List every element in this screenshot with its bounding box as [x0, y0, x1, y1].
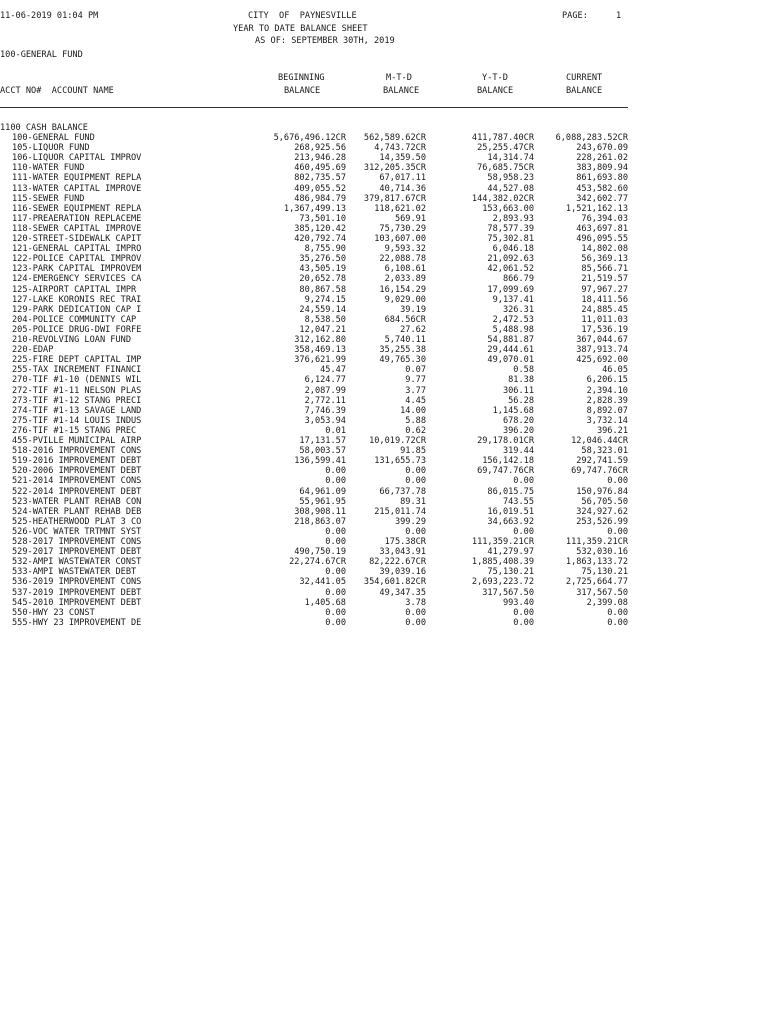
mtd-balance: 14,359.50	[379, 153, 426, 164]
mtd-balance: 103,607.00	[374, 234, 426, 244]
ytd-balance: 78,577.39	[487, 223, 534, 234]
account-name: 205-POLICE DRUG-DWI FORFE	[12, 324, 142, 335]
col-mtd-header: M-T-D	[386, 73, 412, 83]
account-name: 529-2017 IMPROVEMENT DEBT	[12, 547, 142, 558]
account-name: 111-WATER EQUIPMENT REPLA	[12, 173, 142, 184]
mtd-balance: 4.45	[405, 395, 426, 406]
beginning-balance: 2,087.99	[304, 385, 346, 396]
account-name: 273-TIF #1-12 STANG PRECI	[12, 395, 142, 406]
report-datetime: 11-06-2019 01:04 PM	[0, 11, 99, 21]
current-balance: 6,206.15	[586, 375, 628, 386]
beginning-balance: 0.00	[325, 466, 346, 477]
account-name: 276-TIF #1-15 STANG PREC	[12, 425, 137, 436]
beginning-balance: 0.00	[325, 587, 346, 598]
account-name: 528-2017 IMPROVEMENT CONS	[12, 537, 142, 547]
current-balance: 111,359.21CR	[565, 537, 628, 547]
ytd-balance: 14,314.74	[487, 153, 534, 164]
mtd-balance: 5.88	[405, 415, 426, 426]
account-name: 533-AMPI WASTEWATER DEBT	[12, 567, 137, 578]
mtd-balance: 22,088.78	[379, 254, 426, 265]
mtd-balance: 354,601.82CR	[363, 577, 426, 588]
mtd-balance: 9,029.00	[384, 294, 426, 305]
current-balance: 0.00	[607, 526, 628, 537]
city-name: CITY OF PAYNESVILLE	[248, 11, 357, 21]
ytd-balance: 34,663.92	[487, 516, 534, 527]
beginning-balance: 17,131.57	[299, 436, 346, 446]
current-balance: 21,519.57	[581, 274, 628, 285]
beginning-balance: 45.47	[320, 365, 346, 376]
account-name: 106-LIQUOR CAPITAL IMPROV	[12, 153, 142, 164]
account-name: 550-HWY 23 CONST	[12, 607, 95, 618]
mtd-balance: 35,255.38	[379, 345, 426, 356]
mtd-balance: 0.00	[405, 607, 426, 618]
mtd-balance: 66,737.78	[379, 486, 426, 497]
current-balance: 0.00	[607, 617, 628, 628]
beginning-balance: 2,772.11	[304, 395, 346, 406]
mtd-balance: 0.00	[405, 466, 426, 477]
ytd-balance: 111,359.21CR	[471, 537, 534, 547]
current-balance: 0.00	[607, 607, 628, 618]
mtd-balance: 91.85	[400, 446, 426, 457]
table-row	[0, 477, 640, 487]
ytd-balance: 1,885,408.39	[471, 557, 534, 568]
account-name: 526-VOC WATER TRTMNT SYST	[12, 526, 142, 537]
beginning-balance: 1,405.68	[304, 597, 346, 608]
current-balance: 453,582.60	[576, 183, 628, 194]
current-balance: 46.05	[602, 365, 628, 376]
account-name: 520-2006 IMPROVEMENT DEBT	[12, 466, 142, 477]
mtd-balance: 14.00	[400, 405, 426, 416]
mtd-balance: 4,743.72CR	[374, 143, 426, 154]
current-balance: 292,741.59	[576, 456, 628, 467]
current-balance: 69,747.76CR	[571, 466, 628, 477]
current-balance: 0.00	[607, 476, 628, 487]
mtd-balance: 49,765.30	[379, 355, 426, 366]
account-name: 523-WATER PLANT REHAB CON	[12, 496, 142, 507]
ytd-balance: 75,130.21	[487, 567, 534, 578]
ytd-balance: 29,178.01CR	[477, 436, 534, 446]
current-balance: 367,044.67	[576, 335, 628, 345]
ytd-balance: 993.40	[502, 597, 534, 608]
table-row	[0, 275, 640, 285]
beginning-balance: 8,755.90	[304, 244, 346, 255]
ytd-balance: 1,145.68	[492, 405, 534, 416]
report-as-of-date: AS OF: SEPTEMBER 30TH, 2019	[255, 36, 395, 46]
mtd-balance: 2,033.89	[384, 274, 426, 285]
account-name: 100-GENERAL FUND	[12, 133, 95, 143]
mtd-balance: 175.38CR	[384, 537, 426, 547]
ytd-balance: 0.00	[513, 607, 534, 618]
mtd-balance: 215,011.74	[374, 506, 426, 517]
beginning-balance: 409,055.52	[294, 183, 346, 194]
current-balance: 1,863,133.72	[565, 557, 628, 568]
mtd-balance: 49,347.35	[379, 587, 426, 598]
account-name: 123-PARK CAPITAL IMPROVEM	[12, 264, 142, 275]
current-balance: 396.21	[596, 425, 628, 436]
beginning-balance: 420,792.74	[294, 234, 346, 244]
current-balance: 2,399.08	[586, 597, 628, 608]
mtd-balance: 10,019.72CR	[369, 436, 426, 446]
beginning-balance: 12,047.21	[299, 324, 346, 335]
table-row	[0, 387, 640, 397]
beginning-balance: 6,124.77	[304, 375, 346, 386]
ytd-balance: 54,881.87	[487, 335, 534, 345]
beginning-balance: 0.00	[325, 476, 346, 487]
ytd-balance: 6,046.18	[492, 244, 534, 255]
report-title: YEAR TO DATE BALANCE SHEET	[233, 24, 368, 34]
beginning-balance: 308,908.11	[294, 506, 346, 517]
account-name: 519-2016 IMPROVEMENT DEBT	[12, 456, 142, 467]
current-balance: 463,697.81	[576, 223, 628, 234]
page-label: PAGE:	[562, 11, 588, 21]
mtd-balance: 0.07	[405, 365, 426, 376]
account-name: 127-LAKE KORONIS REC TRAI	[12, 294, 142, 305]
col-beginning-subheader: BALANCE	[284, 86, 321, 96]
beginning-balance: 35,276.50	[299, 254, 346, 265]
ytd-balance: 42,061.52	[487, 264, 534, 275]
current-balance: 85,566.71	[581, 264, 628, 275]
current-balance: 17,536.19	[581, 324, 628, 335]
ytd-balance: 2,472.53	[492, 314, 534, 325]
mtd-balance: 3.78	[405, 597, 426, 608]
beginning-balance: 80,867.58	[299, 284, 346, 295]
current-balance: 253,526.99	[576, 516, 628, 527]
beginning-balance: 136,599.41	[294, 456, 346, 467]
mtd-balance: 39.19	[400, 304, 426, 315]
beginning-balance: 3,053.94	[304, 415, 346, 426]
current-balance: 75,130.21	[581, 567, 628, 578]
account-name: 532-AMPI WASTEWATER CONST	[12, 557, 142, 568]
current-balance: 76,394.03	[581, 213, 628, 224]
mtd-balance: 3.77	[405, 385, 426, 396]
beginning-balance: 486,984.79	[294, 193, 346, 204]
account-name: 555-HWY 23 IMPROVEMENT DE	[12, 617, 142, 628]
current-balance: 861,693.80	[576, 173, 628, 184]
beginning-balance: 7,746.39	[304, 405, 346, 416]
beginning-balance: 0.00	[325, 526, 346, 537]
section-title: 1100 CASH BALANCE	[0, 123, 88, 133]
beginning-balance: 213,946.28	[294, 153, 346, 164]
page-number: 1	[616, 11, 622, 21]
ytd-balance: 0.00	[513, 476, 534, 487]
ytd-balance: 44,527.08	[487, 183, 534, 194]
ytd-balance: 21,092.63	[487, 254, 534, 265]
col-ytd-subheader: BALANCE	[477, 86, 514, 96]
ytd-balance: 866.79	[502, 274, 534, 285]
col-mtd-subheader: BALANCE	[383, 86, 420, 96]
current-balance: 342,602.77	[576, 193, 628, 204]
mtd-balance: 27.62	[400, 324, 426, 335]
current-balance: 383,809.94	[576, 163, 628, 174]
ytd-balance: 0.00	[513, 617, 534, 628]
account-name: 115-SEWER FUND	[12, 193, 85, 204]
account-name: 210-REVOLVING LOAN FUND	[12, 335, 131, 345]
ytd-balance: 153,663.00	[482, 203, 534, 214]
beginning-balance: 20,652.78	[299, 274, 346, 285]
beginning-balance: 58,003.57	[299, 446, 346, 457]
col-beginning-header: BEGINNING	[278, 73, 325, 83]
current-balance: 3,732.14	[586, 415, 628, 426]
account-name: 105-LIQUOR FUND	[12, 143, 90, 154]
current-balance: 1,521,162.13	[565, 203, 628, 214]
col-account-header: ACCT NO# ACCOUNT NAME	[0, 86, 114, 96]
current-balance: 14,802.08	[581, 244, 628, 255]
ytd-balance: 317,567.50	[482, 587, 534, 598]
account-name: 124-EMERGENCY SERVICES CA	[12, 274, 142, 285]
beginning-balance: 8,538.50	[304, 314, 346, 325]
account-name: 537-2019 IMPROVEMENT DEBT	[12, 587, 142, 598]
account-name: 225-FIRE DEPT CAPITAL IMP	[12, 355, 142, 366]
table-row	[0, 578, 640, 588]
ytd-balance: 678.20	[502, 415, 534, 426]
mtd-balance: 5,740.11	[384, 335, 426, 345]
beginning-balance: 802,735.57	[294, 173, 346, 184]
account-name: 129-PARK DEDICATION CAP I	[12, 304, 142, 315]
mtd-balance: 9,593.32	[384, 244, 426, 255]
ytd-balance: 743.55	[502, 496, 534, 507]
account-name: 272-TIF #1-11 NELSON PLAS	[12, 385, 142, 396]
account-name: 524-WATER PLANT REHAB DEB	[12, 506, 142, 517]
mtd-balance: 16,154.29	[379, 284, 426, 295]
account-name: 121-GENERAL CAPITAL IMPRO	[12, 244, 142, 255]
current-balance: 56,369.13	[581, 254, 628, 265]
ytd-balance: 56.28	[508, 395, 534, 406]
account-name: 274-TIF #1-13 SAVAGE LAND	[12, 405, 142, 416]
beginning-balance: 32,441.05	[299, 577, 346, 588]
ytd-balance: 9,137.41	[492, 294, 534, 305]
current-balance: 387,913.74	[576, 345, 628, 356]
current-balance: 56,705.50	[581, 496, 628, 507]
ytd-balance: 49,070.01	[487, 355, 534, 366]
mtd-balance: 33,043.91	[379, 547, 426, 558]
ytd-balance: 319.44	[502, 446, 534, 457]
account-name: 110-WATER FUND	[12, 163, 85, 174]
col-current-header: CURRENT	[566, 73, 603, 83]
current-balance: 243,670.09	[576, 143, 628, 154]
current-balance: 2,725,664.77	[565, 577, 628, 588]
beginning-balance: 24,559.14	[299, 304, 346, 315]
account-name: 270-TIF #1-10 (DENNIS WIL	[12, 375, 142, 386]
account-name: 122-POLICE CAPITAL IMPROV	[12, 254, 142, 265]
account-name: 125-AIRPORT CAPITAL IMPR	[12, 284, 137, 295]
current-balance: 150,976.84	[576, 486, 628, 497]
beginning-balance: 268,925.56	[294, 143, 346, 154]
account-name: 120-STREET-SIDEWALK CAPIT	[12, 234, 142, 244]
beginning-balance: 0.00	[325, 617, 346, 628]
account-name: 275-TIF #1-14 LOUIS INDUS	[12, 415, 142, 426]
mtd-balance: 75,730.29	[379, 223, 426, 234]
beginning-balance: 460,495.69	[294, 163, 346, 174]
mtd-balance: 39,039.16	[379, 567, 426, 578]
account-name: 536-2019 IMPROVEMENT CONS	[12, 577, 142, 588]
mtd-balance: 67,017.11	[379, 173, 426, 184]
ytd-balance: 16,019.51	[487, 506, 534, 517]
ytd-balance: 396.20	[502, 425, 534, 436]
account-name: 204-POLICE COMMUNITY CAP	[12, 314, 137, 325]
mtd-balance: 684.56CR	[384, 314, 426, 325]
beginning-balance: 5,676,496.12CR	[273, 133, 346, 143]
mtd-balance: 0.00	[405, 476, 426, 487]
account-name: 113-WATER CAPITAL IMPROVE	[12, 183, 142, 194]
ytd-balance: 2,693,223.72	[471, 577, 534, 588]
mtd-balance: 0.62	[405, 425, 426, 436]
account-name: 118-SEWER CAPITAL IMPROVE	[12, 223, 142, 234]
current-balance: 425,692.00	[576, 355, 628, 366]
beginning-balance: 1,367,499.13	[283, 203, 346, 214]
table-row	[0, 174, 640, 184]
beginning-balance: 64,961.09	[299, 486, 346, 497]
current-balance: 8,892.07	[586, 405, 628, 416]
table-row	[0, 619, 640, 629]
table-row	[0, 286, 640, 296]
ytd-balance: 306.11	[502, 385, 534, 396]
current-balance: 58,323.01	[581, 446, 628, 457]
ytd-balance: 411,787.40CR	[471, 133, 534, 143]
account-name: 522-2014 IMPROVEMENT DEBT	[12, 486, 142, 497]
current-balance: 11,011.03	[581, 314, 628, 325]
current-balance: 24,885.45	[581, 304, 628, 315]
beginning-balance: 0.00	[325, 537, 346, 547]
current-balance: 324,927.62	[576, 506, 628, 517]
beginning-balance: 385,120.42	[294, 223, 346, 234]
account-name: 116-SEWER EQUIPMENT REPLA	[12, 203, 142, 214]
beginning-balance: 490,750.19	[294, 547, 346, 558]
ytd-balance: 0.58	[513, 365, 534, 376]
fund-name: 100-GENERAL FUND	[0, 50, 83, 60]
account-name: 521-2014 IMPROVEMENT CONS	[12, 476, 142, 487]
ytd-balance: 25,255.47CR	[477, 143, 534, 154]
account-name: 545-2010 IMPROVEMENT DEBT	[12, 597, 142, 608]
mtd-balance: 0.00	[405, 526, 426, 537]
ytd-balance: 76,685.75CR	[477, 163, 534, 174]
mtd-balance: 569.91	[394, 213, 426, 224]
ytd-balance: 2,893.93	[492, 213, 534, 224]
current-balance: 97,967.27	[581, 284, 628, 295]
ytd-balance: 0.00	[513, 526, 534, 537]
beginning-balance: 312,162.80	[294, 335, 346, 345]
table-row	[0, 185, 640, 195]
account-name: 255-TAX INCREMENT FINANCI	[12, 365, 142, 376]
beginning-balance: 376,621.99	[294, 355, 346, 366]
ytd-balance: 41,279.97	[487, 547, 534, 558]
beginning-balance: 0.00	[325, 567, 346, 578]
current-balance: 317,567.50	[576, 587, 628, 598]
beginning-balance: 218,863.07	[294, 516, 346, 527]
current-balance: 228,261.02	[576, 153, 628, 164]
table-row	[0, 376, 640, 386]
mtd-balance: 82,222.67CR	[369, 557, 426, 568]
ytd-balance: 86,015.75	[487, 486, 534, 497]
ytd-balance: 156,142.18	[482, 456, 534, 467]
current-balance: 18,411.56	[581, 294, 628, 305]
mtd-balance: 312,205.35CR	[363, 163, 426, 174]
beginning-balance: 0.01	[325, 425, 346, 436]
ytd-balance: 29,444.61	[487, 345, 534, 356]
beginning-balance: 43,505.19	[299, 264, 346, 275]
current-balance: 2,828.39	[586, 395, 628, 406]
current-balance: 532,030.16	[576, 547, 628, 558]
beginning-balance: 9,274.15	[304, 294, 346, 305]
col-current-subheader: BALANCE	[566, 86, 603, 96]
beginning-balance: 358,469.13	[294, 345, 346, 356]
account-name: 525-HEATHERWOOD PLAT 3 CO	[12, 516, 142, 527]
ytd-balance: 5,488.98	[492, 324, 534, 335]
mtd-balance: 399.29	[394, 516, 426, 527]
ytd-balance: 81.38	[508, 375, 534, 386]
header-divider	[0, 107, 628, 108]
beginning-balance: 73,501.10	[299, 213, 346, 224]
mtd-balance: 9.77	[405, 375, 426, 386]
ytd-balance: 58,958.23	[487, 173, 534, 184]
current-balance: 496,095.55	[576, 234, 628, 244]
mtd-balance: 6,108.61	[384, 264, 426, 275]
account-name: 518-2016 IMPROVEMENT CONS	[12, 446, 142, 457]
beginning-balance: 55,961.95	[299, 496, 346, 507]
account-name: 117-PREAERATION REPLACEME	[12, 213, 142, 224]
ytd-balance: 69,747.76CR	[477, 466, 534, 477]
mtd-balance: 379,817.67CR	[363, 193, 426, 204]
beginning-balance: 22,274.67CR	[289, 557, 346, 568]
account-name: 455-PVILLE MUNICIPAL AIRP	[12, 436, 142, 446]
mtd-balance: 89.31	[400, 496, 426, 507]
mtd-balance: 562,589.62CR	[363, 133, 426, 143]
table-row	[0, 488, 640, 498]
mtd-balance: 40,714.36	[379, 183, 426, 194]
ytd-balance: 144,382.02CR	[471, 193, 534, 204]
account-name: 220-EDAP	[12, 345, 54, 356]
mtd-balance: 131,655.73	[374, 456, 426, 467]
table-row	[0, 589, 640, 599]
ytd-balance: 326.31	[502, 304, 534, 315]
current-balance: 6,088,283.52CR	[555, 133, 628, 143]
mtd-balance: 0.00	[405, 617, 426, 628]
ytd-balance: 17,099.69	[487, 284, 534, 295]
mtd-balance: 118,621.02	[374, 203, 426, 214]
beginning-balance: 0.00	[325, 607, 346, 618]
current-balance: 2,394.10	[586, 385, 628, 396]
table-row	[0, 599, 640, 609]
ytd-balance: 75,302.81	[487, 234, 534, 244]
col-ytd-header: Y-T-D	[482, 73, 508, 83]
current-balance: 12,046.44CR	[571, 436, 628, 446]
